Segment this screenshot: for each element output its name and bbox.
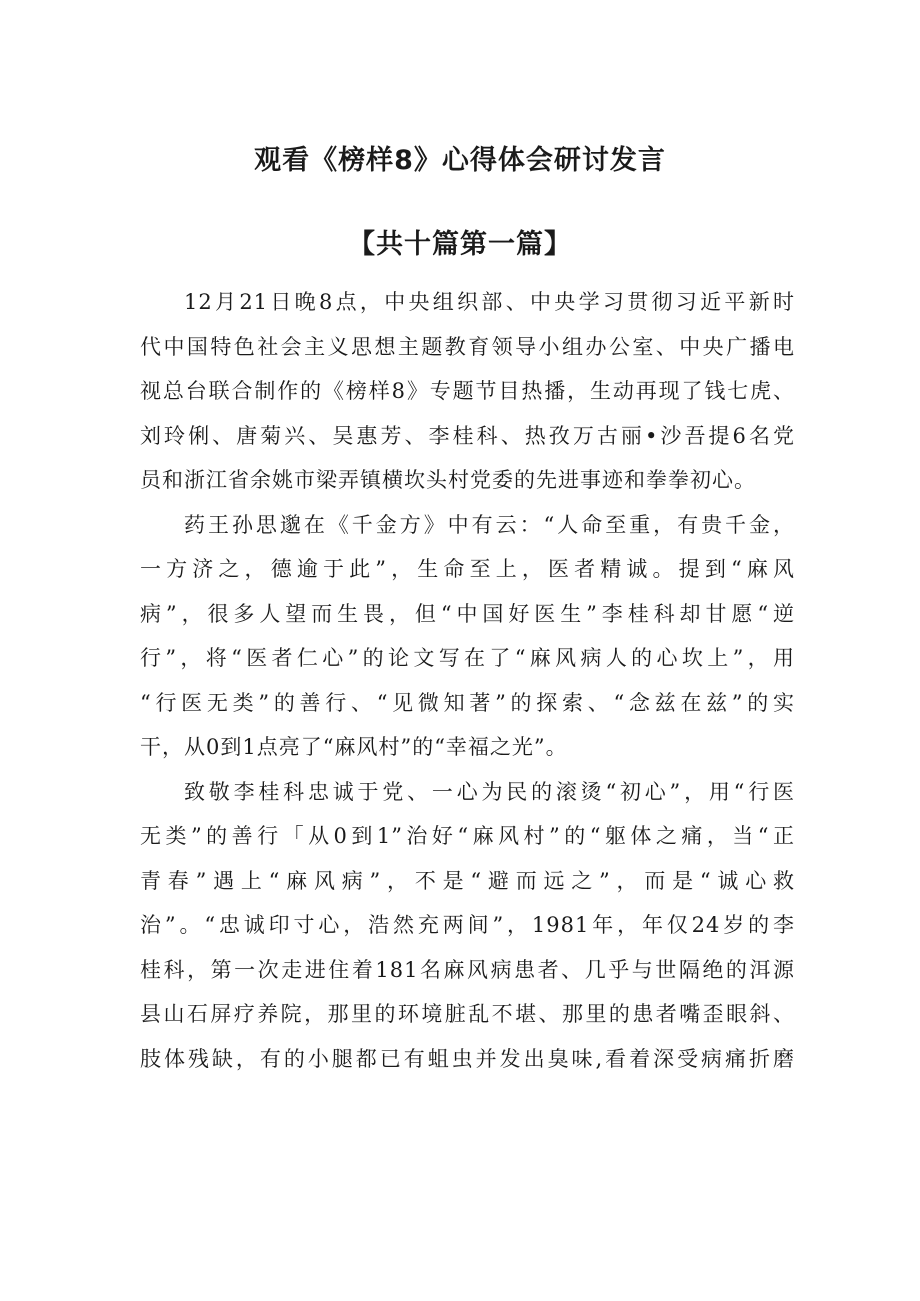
text-line: 药王孙思邈在《千金方》中有云：“人命至重，有贵千金，	[184, 512, 795, 537]
text-line: 致敬李桂科忠诚于党、一心为民的滚烫“初心”，用“行医	[184, 779, 795, 804]
text-line: 员和浙江省余姚市梁弄镇横坎头村党委的先进事迹和拳拳初心。	[140, 468, 756, 492]
document-subtitle: 【共十篇第一篇】	[348, 229, 572, 260]
text-line: 桂科，第一次走进住着181名麻风病患者、几乎与世隔绝的洱源	[140, 957, 795, 982]
text-line: 一方济之，德逾于此”，生命至上，医者精诚。提到“麻风	[140, 557, 795, 581]
text-line: 行”，将“医者仁心”的论文写在了“麻风病人的心坎上”，用	[140, 646, 795, 670]
text-line: 青春”遇上“麻风病”，不是“避而远之”，而是“诚心救	[140, 868, 795, 893]
document-title: 观看《榜样8》心得体会研讨发言	[254, 145, 666, 176]
text-line: 刘玲俐、唐菊兴、吴惠芳、李桂科、热孜万古丽•沙吾提6名党	[140, 423, 795, 448]
text-line: 代中国特色社会主义思想主题教育领导小组办公室、中央广播电	[140, 334, 795, 359]
text-line: 治”。“忠诚印寸心，浩然充两间”，1981年，年仅24岁的李	[140, 913, 795, 937]
text-line: 病”，很多人望而生畏，但“中国好医生”李桂科却甘愿“逆	[140, 601, 795, 626]
text-line: “行医无类”的善行、“见微知著”的探索、“念兹在兹”的实	[140, 690, 795, 715]
document-body	[140, 280, 795, 1081]
text-line: 无类”的善行「从0到1”治好“麻风村”的“躯体之痛，当“正	[140, 824, 795, 848]
text-line: 12月21日晚8点，中央组织部、中央学习贯彻习近平新时	[184, 290, 795, 314]
paragraph-2	[140, 503, 795, 770]
text-line: 干，从0到1点亮了“麻风村”的“幸福之光”。	[140, 735, 568, 759]
text-line: 肢体残缺，有的小腿都已有蛆虫并发出臭味,看着深受病痛折磨	[140, 1046, 795, 1071]
paragraph-3	[140, 770, 795, 1082]
text-line: 视总台联合制作的《榜样8》专题节目热播，生动再现了钱七虎、	[140, 379, 795, 403]
paragraph-1	[140, 280, 795, 503]
text-line: 县山石屏疗养院，那里的环境脏乱不堪、那里的患者嘴歪眼斜、	[140, 1002, 795, 1026]
